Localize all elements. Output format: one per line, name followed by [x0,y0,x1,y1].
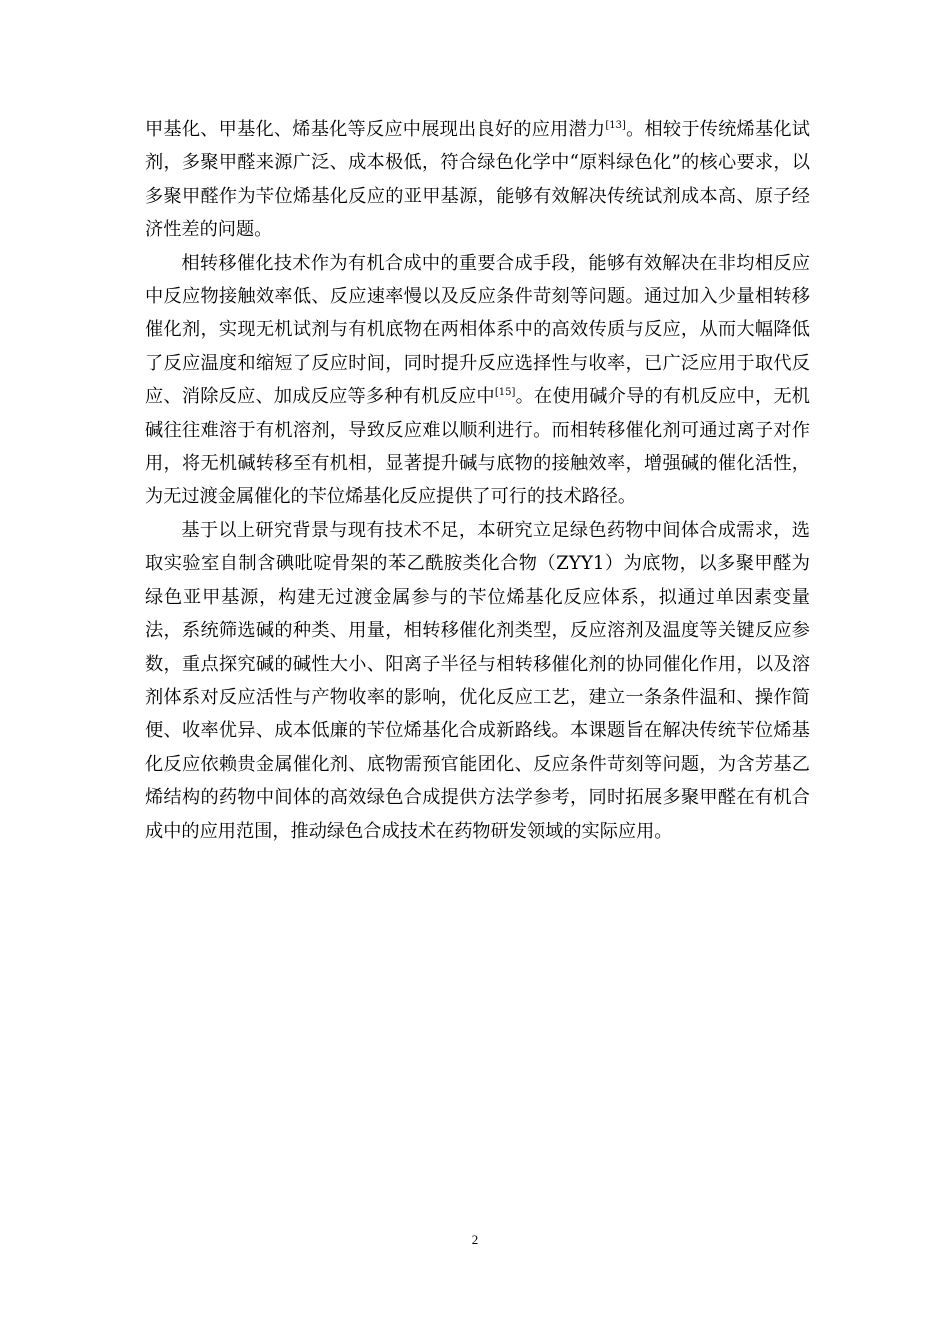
paragraph-3 [145,514,810,848]
paragraph-1-text-1: 甲基化、甲基化、烯基化等反应中展现出良好的应用潜力 [145,119,606,140]
citation-15: [15] [494,387,516,399]
paragraph-1 [145,113,810,247]
paragraph-2-text-1: 相转移催化技术作为有机合成中的重要合成手段，能够有效解决在非均相反应中反应物接触效率低、反应速率慢以及反应条件苛刻等问题。通过加入少量相转移催化剂，实现无机试剂与有机底物在两相体系中的高效传质与反应，从而大幅降低了反应温度和缩短了反应时间，同时提升反应选择性与收率，已广泛应用于取代反应、消除反应、加成反应等多种有机反应中 [145,252,810,408]
paragraph-1-text-2: 。相较于传统烯基化试剂，多聚甲醛来源广泛、成本极低，符合绿色化学中“原料绿色化”的核心要求，以多聚甲醛作为苄位烯基化反应的亚甲基源，能够有效解决传统试剂成本高、原子经济性差的问题。 [145,119,810,241]
body-text [145,113,810,848]
paragraph-3-text-1: 基于以上研究背景与现有技术不足，本研究立足绿色药物中间体合成需求，选取实验室自制含碘吡啶骨架的苯乙酰胺类化合物（ZYY1）为底物，以多聚甲醛为绿色亚甲基源，构建无过渡金属参与的苄位烯基化反应体系，拟通过单因素变量法，系统筛选碱的种类、用量，相转移催化剂类型，反应溶剂及温度等关键反应参数，重点探究碱的碱性大小、阳离子半径与相转移催化剂的协同催化作用，以及溶剂体系对反应活性与产物收率的影响，优化反应工艺，建立一条条件温和、操作简便、收率优异、成本低廉的苄位烯基化合成新路线。本课题旨在解决传统苄位烯基化反应依赖贵金属催化剂、底物需预官能团化、反应条件苛刻等问题，为含芳基乙烯结构的药物中间体的高效绿色合成提供方法学参考，同时拓展多聚甲醛在有机合成中的应用范围，推动绿色合成技术在药物研发领域的实际应用。 [145,519,810,842]
paragraph-2 [145,247,810,514]
paragraph-2-text-2: 。在使用碱介导的有机反应中，无机碱往往难溶于有机溶剂，导致反应难以顺利进行。而相转移催化剂可通过离子对作用，将无机碱转移至有机相，显著提升碱与底物的接触效率，增强碱的催化活性，为无过渡金属催化的苄位烯基化反应提供了可行的技术路径。 [145,386,810,508]
page-number: 2 [471,1232,479,1247]
citation-13: [13] [605,120,626,131]
